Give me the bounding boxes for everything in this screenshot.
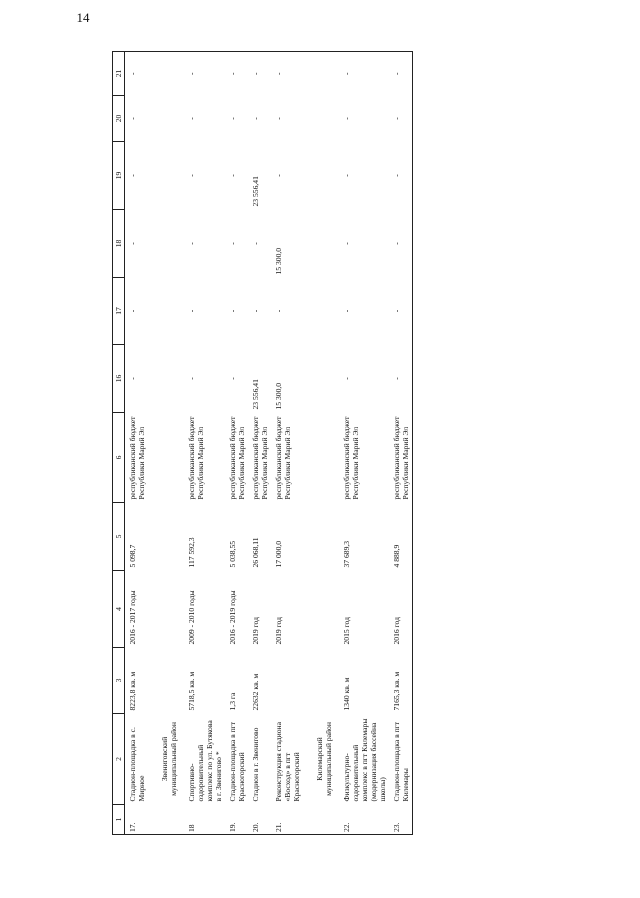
value-col-17: - <box>251 309 260 313</box>
construction-years: 2009 - 2010 годы <box>187 590 196 645</box>
value-col-20: - <box>128 117 137 120</box>
value-col-20: - <box>342 117 351 120</box>
value-col-16: - <box>228 377 237 380</box>
value-col-19: - <box>392 174 401 177</box>
value-col-19: - <box>187 174 196 177</box>
funding-source: республиканский бюджет Республики Марий Эл <box>187 416 205 500</box>
value-col-17: - <box>274 309 283 313</box>
object-name: Стадион-площадка в с. Мирное <box>128 727 146 802</box>
value-col-20: - <box>228 117 237 120</box>
section-row <box>303 52 339 835</box>
table-row <box>389 52 413 835</box>
value-col-17: - <box>187 309 196 313</box>
row-number: 17. <box>125 805 149 835</box>
construction-years: 2015 год <box>342 617 351 645</box>
value-col-17: - <box>342 309 351 313</box>
construction-years: 2016 год <box>392 617 401 645</box>
section-title: Звениговский муниципальный район <box>160 722 178 796</box>
estimated-cost: 17 000,0 <box>274 540 283 568</box>
value-col-20: - <box>392 117 401 120</box>
column-header: 16 <box>113 345 125 413</box>
section-spacer <box>148 805 184 835</box>
value-col-18: - <box>251 242 260 245</box>
value-col-19: - <box>342 174 351 177</box>
value-col-17: - <box>128 309 137 313</box>
object-name: Физкультурно-оздоровительный комплекс в пгт Килемары (модернизация бассейна школы) <box>342 718 387 802</box>
object-name: Спортивно-оздоровительный комплекс по ул. Бутякова в г. Звенигово * <box>187 720 223 802</box>
table-row <box>225 52 248 835</box>
estimated-cost: 26 068,11 <box>251 537 260 568</box>
estimated-cost: 37 689,3 <box>342 540 351 568</box>
object-capacity: 7165,3 кв. м <box>392 671 401 711</box>
object-name: Стадион в г. Звенигово <box>251 727 260 802</box>
page-number: 14 <box>76 10 90 25</box>
object-capacity: 22632 кв. м <box>251 673 260 711</box>
value-col-16: - <box>392 377 401 380</box>
column-header: 21 <box>113 52 125 96</box>
object-capacity <box>271 648 303 714</box>
estimated-cost: 5 098,7 <box>128 544 137 568</box>
value-col-21: - <box>271 52 303 96</box>
value-col-16: - <box>342 377 351 380</box>
value-col-21: - <box>184 52 225 96</box>
table-row <box>184 52 225 835</box>
header-row <box>113 52 125 835</box>
value-col-18: - <box>342 242 351 245</box>
row-number: 20. <box>248 805 271 835</box>
value-col-16: - <box>128 377 137 380</box>
object-name: Стадион-площадка в пгт Красногорский <box>228 721 246 802</box>
value-col-18: - <box>187 242 196 245</box>
column-header: 5 <box>113 503 125 571</box>
row-number: 18 <box>184 805 225 835</box>
construction-years: 2016 - 2019 годы <box>228 590 237 645</box>
estimated-cost: 4 888,9 <box>392 544 401 568</box>
value-col-20: - <box>187 117 196 120</box>
value-col-16: 23 556,41 <box>251 379 260 410</box>
value-col-19: 23 556,41 <box>251 176 260 207</box>
funding-source: республиканский бюджет Республики Марий Эл <box>342 416 360 500</box>
value-col-20: - <box>274 117 283 120</box>
column-header: 19 <box>113 142 125 210</box>
objects-table <box>112 51 413 835</box>
value-col-21: - <box>339 52 389 96</box>
estimated-cost: 5 038,55 <box>228 540 237 568</box>
value-col-20: - <box>251 117 260 120</box>
object-capacity: 8223,8 кв. м <box>128 671 137 711</box>
section-title: Килемарский муниципальный район <box>315 722 333 796</box>
object-name: Стадион-площадка в пгт Килемары <box>392 721 410 802</box>
object-capacity: 5718,5 кв. м <box>187 671 196 711</box>
section-spacer <box>303 52 339 714</box>
construction-years: 2019 год <box>251 617 260 645</box>
value-col-18: - <box>228 242 237 245</box>
object-name: Реконструкция стадиона «Восход» в пгт Красногорский <box>274 722 301 802</box>
value-col-18: - <box>128 242 137 245</box>
value-col-19: - <box>128 174 137 177</box>
funding-source: республиканский бюджет Республики Марий Эл <box>251 416 269 500</box>
row-number: 19. <box>225 805 248 835</box>
section-spacer <box>148 52 184 714</box>
value-col-21: - <box>125 52 149 96</box>
construction-years: 2019 год <box>274 617 283 645</box>
column-header: 20 <box>113 96 125 142</box>
value-col-17: - <box>228 309 237 313</box>
funding-source: республиканский бюджет Республики Марий Эл <box>128 416 146 500</box>
estimated-cost: 117 592,3 <box>187 537 196 568</box>
row-number: 22. <box>339 805 389 835</box>
funding-source: республиканский бюджет Республики Марий Эл <box>392 416 410 500</box>
section-spacer <box>303 805 339 835</box>
section-row <box>148 52 184 835</box>
table-row <box>248 52 271 835</box>
object-capacity: 1340 кв. м <box>342 677 351 711</box>
row-number: 21. <box>271 805 303 835</box>
value-col-19: - <box>274 174 283 177</box>
value-col-21: - <box>248 52 271 96</box>
column-header: 4 <box>113 571 125 648</box>
column-header: 2 <box>113 714 125 805</box>
column-header: 17 <box>113 278 125 345</box>
construction-years: 2016 - 2017 годы <box>128 590 137 645</box>
funding-source: республиканский бюджет Республики Марий Эл <box>274 416 292 500</box>
object-capacity: 1,3 га <box>228 692 237 711</box>
value-col-18: 15 300,0 <box>274 247 283 275</box>
column-header: 3 <box>113 648 125 714</box>
value-col-18: - <box>392 242 401 245</box>
table-row <box>339 52 389 835</box>
value-col-17: - <box>392 309 401 313</box>
table-row <box>271 52 303 835</box>
column-header: 6 <box>113 413 125 503</box>
table-bottom-rule <box>413 52 414 835</box>
value-col-19: - <box>228 174 237 177</box>
value-col-16: - <box>187 377 196 380</box>
column-header: 18 <box>113 210 125 278</box>
value-col-16: 15 300,0 <box>274 382 283 410</box>
value-col-21: - <box>225 52 248 96</box>
column-header: 1 <box>113 805 125 835</box>
table-body <box>125 52 414 835</box>
value-col-21: - <box>389 52 413 96</box>
table-row <box>125 52 149 835</box>
rotated-table-container <box>112 52 634 835</box>
funding-source: республиканский бюджет Республики Марий Эл <box>228 416 246 500</box>
row-number: 23. <box>389 805 413 835</box>
